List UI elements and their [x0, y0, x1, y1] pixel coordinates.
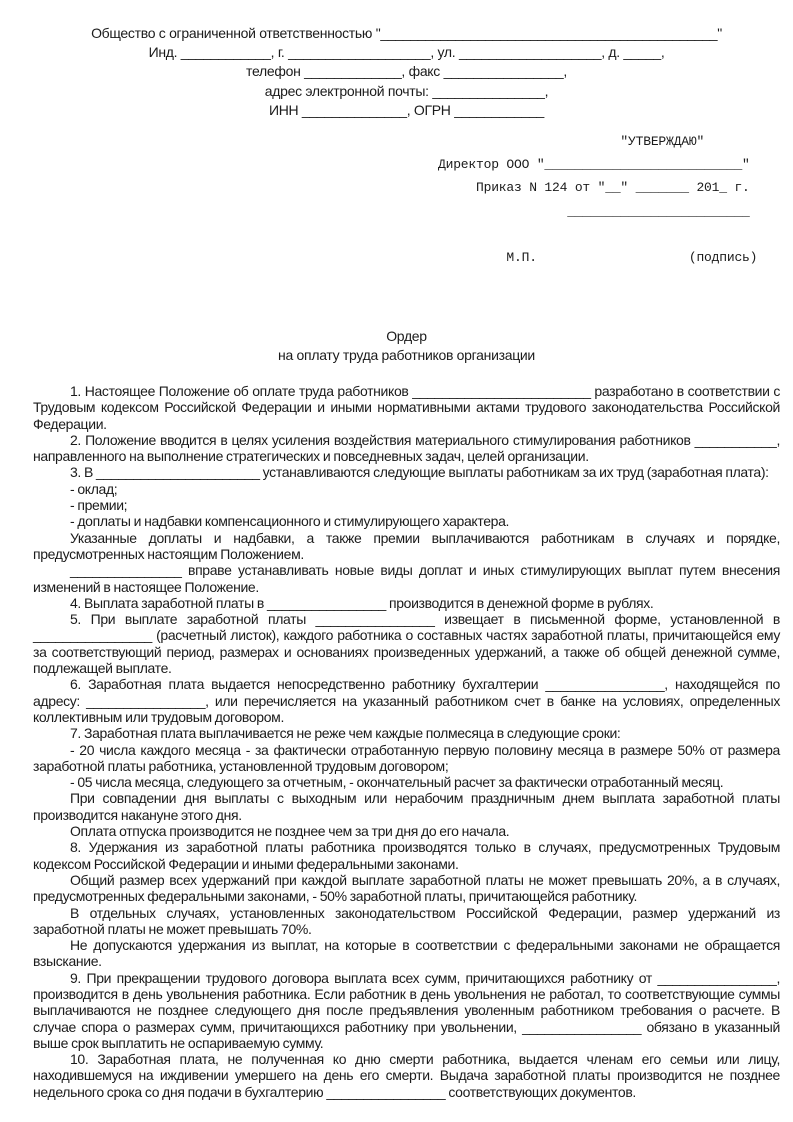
approval-line: "УТВЕРЖДАЮ": [438, 134, 705, 149]
paragraph: _______________ вправе устанавливать новые виды доплат и иных стимулирующих выплат путем внесения изменений в настоящее Положение.: [33, 562, 780, 595]
paragraph: 10. Заработная плата, не полученная ко дню смерти работника, выдается членам его семьи или лицу, находившемуся на иждивении умершего на день его смерти. Выдача заработной платы производится не позднее недельного срока со дня подачи в бухгалтерию ________________ соответствующих документов.: [33, 1051, 780, 1100]
paragraph: Оплата отпуска производится не позднее чем за три дня до его начала.: [70, 823, 510, 840]
company-header-line: адрес электронной почты: _______________,: [264, 82, 549, 99]
paragraph: Не допускаются удержания из выплат, на которые в соответствии с федеральными законами не обращается взыскание.: [33, 937, 780, 970]
approval-line: Директор ООО "__________________________": [438, 157, 750, 173]
paragraph: 1. Настоящее Положение об оплате труда работников ________________________ разработано в соответствии с Трудовым кодексом Российской Федерации и иными нормативными актами трудового законодательства Российской Федерации.: [33, 383, 780, 432]
paragraph: 8. Удержания из заработной платы работника производятся только в случаях, предусмотренных Трудовым кодексом Российской Федерации и иными федеральными законами.: [33, 839, 780, 872]
approval-line: М.П. (подпись): [438, 250, 758, 266]
title-line-2: на оплату труда работников организации: [278, 346, 535, 363]
approval-line: [438, 223, 757, 246]
paragraph: В отдельных случаях, установленных законодательством Российской Федерации, размер удержаний из заработной платы не может превышать 70%.: [33, 904, 780, 937]
paragraph: 6. Заработная плата выдается непосредственно работнику бухгалтерии ________________, находящейся по адресу: ________________, или перечисляется на указанный работником счет в банке на условиях, определенных коллективным или трудовым договором.: [33, 676, 780, 725]
paragraph: - доплаты и надбавки компенсационного и стимулирующего характера.: [70, 513, 510, 530]
paragraph: 9. При прекращении трудового договора выплата всех сумм, причитающихся работнику от ________________, производится в день увольнения работника. Если работник в день увольнения не работал, то соответствующие суммы выплачиваются не позднее следующего дня после предъявления уволенным работником требования о расчете. В случае спора о размерах сумм, причитающихся работнику при увольнении, ________________ обязано в указанный выше срок выплатить не оспариваемую сумму.: [33, 969, 780, 1051]
approval-block: [438, 130, 757, 269]
company-header-line: ИНН ______________, ОГРН ____________: [268, 101, 545, 118]
paragraph: - 05 числа месяца, следующего за отчетным, - окончательный расчет за фактически отработанный месяц.: [70, 774, 724, 791]
paragraph: 2. Положение вводится в целях усиления воздействия материального стимулирования работников ___________, направленного на выполнение стратегических и повседневных задач, целей организации.: [33, 431, 780, 465]
approval-line: Приказ N 124 от "__" _______ 201_ г.: [438, 180, 750, 196]
paragraph: - оклад;: [70, 480, 118, 497]
approval-line: ________________________: [438, 203, 750, 219]
paragraph: Общий размер всех удержаний при каждой выплате заработной платы не может превышать 20%, а в случаях, предусмотренных федеральными законами, - 50% заработной платы, причитающейся работнику.: [33, 871, 780, 905]
paragraph: - премии;: [70, 497, 128, 514]
paragraph: 4. Выплата заработной платы в ________________ производится в денежной форме в рублях.: [70, 594, 654, 611]
document-body: [33, 383, 780, 1100]
company-header-line: телефон _____________, факс ________________,: [246, 63, 567, 80]
paragraph: 7. Заработная плата выплачивается не реже чем каждые полмесяца в следующие сроки:: [70, 725, 621, 742]
title-line-1: Ордер: [386, 328, 427, 344]
paragraph: 5. При выплате заработной платы ________________ извещает в письменной форме, установленной в ________________ (расчетный листок), каждого работника о составных частях заработной платы, причитающейся ему за соответствующий период, размерах и основаниях произведенных удержаний, а также об общей денежной сумме, подлежащей выплате.: [33, 611, 780, 677]
company-header-line: Инд. ____________, г. ___________________, ул. ___________________, д. _____,: [148, 44, 665, 61]
document-title: [33, 327, 780, 364]
paragraph: При совпадении дня выплаты с выходным или нерабочим праздничным днем выплата заработной платы производится накануне этого дня.: [33, 790, 780, 823]
company-header-line: Общество с ограниченной ответственностью "_____________________________________________": [91, 25, 722, 41]
paragraph: - 20 числа каждого месяца - за фактически отработанную первую половину месяца в размере 50% от размера заработной платы работника, установленной трудовым договором;: [33, 741, 780, 774]
paragraph: 3. В ______________________ устанавливаются следующие выплаты работникам за их труд (заработная плата):: [70, 464, 769, 481]
paragraph: Указанные доплаты и надбавки, а также премии выплачиваются работникам в случаях и порядке, предусмотренных настоящим Положением.: [33, 529, 780, 562]
company-header: [33, 24, 780, 120]
